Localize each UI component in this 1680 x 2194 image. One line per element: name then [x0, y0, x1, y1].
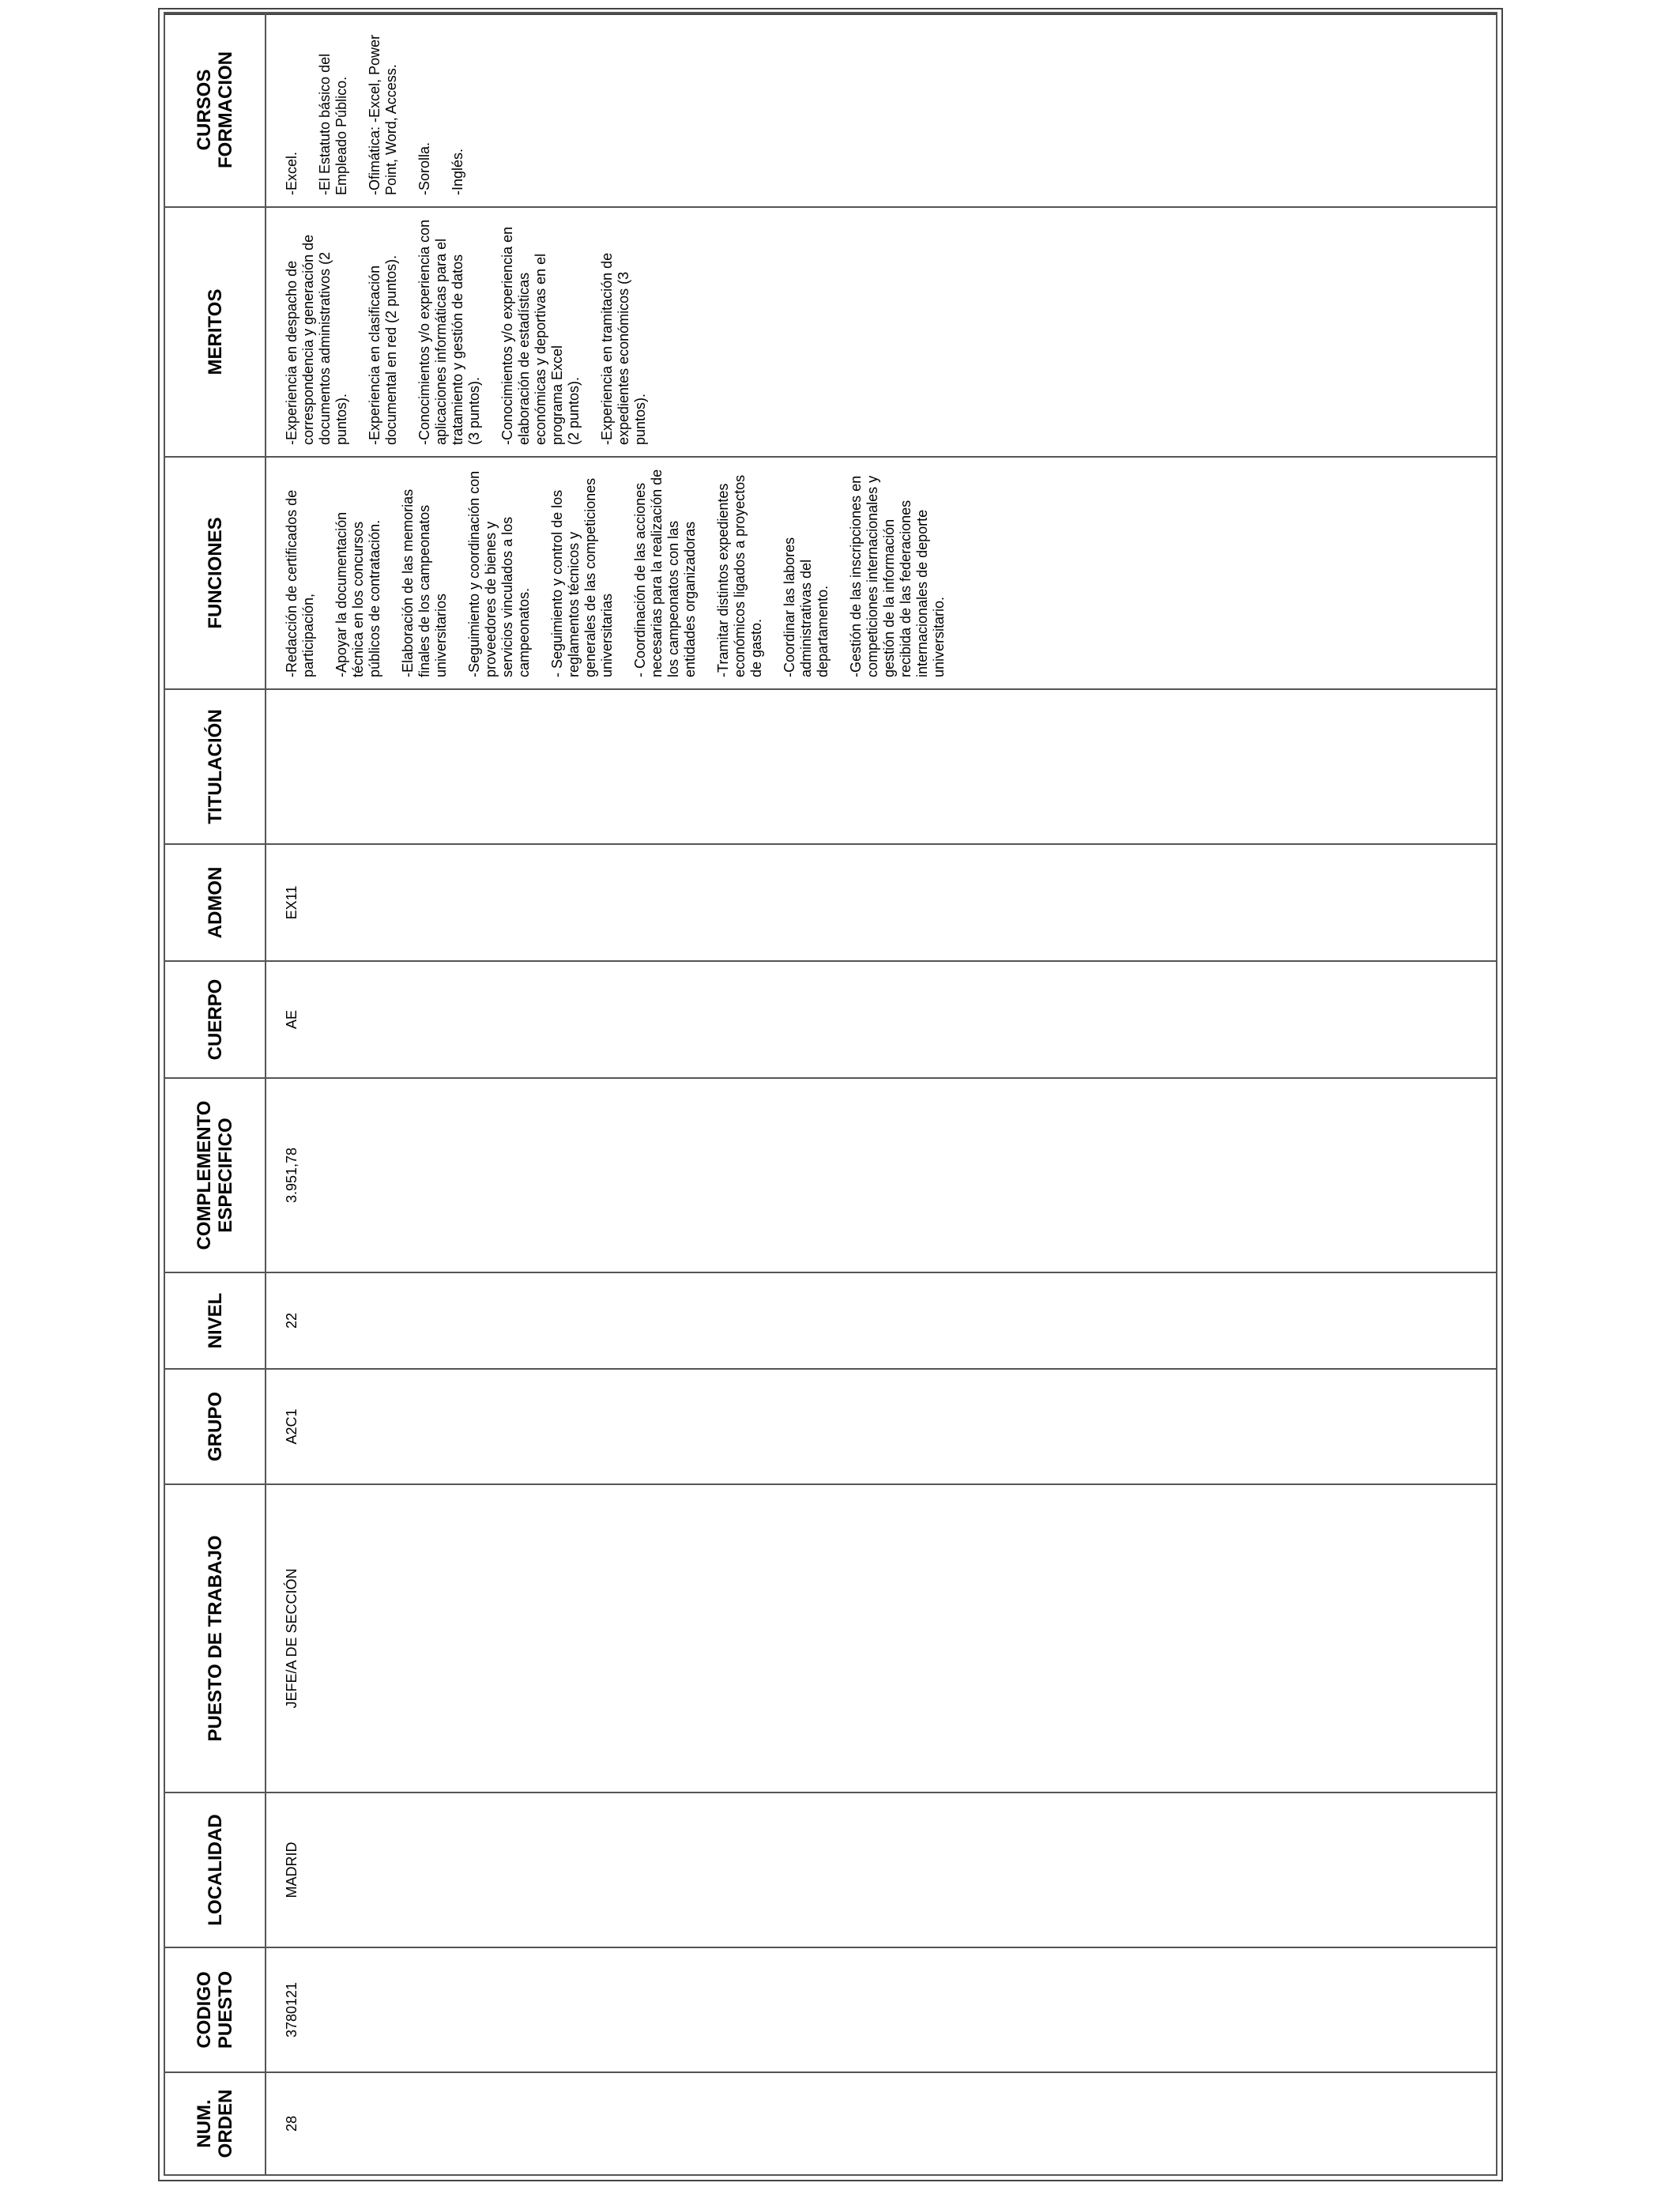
meritos-item: -Conocimientos y/o experiencia en elaboración de estadísticas económicas y deportivas en el programa Excel (2 puntos).	[499, 226, 582, 445]
funciones-item: -Elaboración de las memorias finales de los campeonatos universitarios	[400, 488, 449, 677]
cell-cursos-formacion	[266, 13, 1497, 207]
cell-nivel: 22	[266, 1272, 1497, 1369]
funciones-item: - Seguimiento y control de los reglamentos técnicos y generales de las competiciones universitarias	[549, 477, 615, 677]
header-codigo-puesto	[164, 1947, 266, 2072]
cursos-item: -El Estatuto básico del Empleado Público.	[317, 53, 349, 195]
funciones-item: -Tramitar distintos expedientes económicos ligados a proyectos de gasto.	[715, 474, 764, 677]
cell-cuerpo: AE	[266, 961, 1497, 1078]
cell-codigo-puesto: 3780121	[266, 1947, 1497, 2072]
header-cuerpo: CUERPO	[164, 961, 266, 1078]
meritos-item: -Experiencia en tramitación de expedientes económicos (3 puntos).	[599, 252, 648, 445]
cursos-item: -Ofimática: -Excel, Power Point, Word, Access.	[367, 34, 399, 195]
meritos-item: -Conocimientos y/o experiencia con aplicaciones informáticas para el tratamiento y gestión de datos (3 puntos).	[416, 219, 482, 445]
funciones-item: - Coordinación de las acciones necesarias para la realización de los campeonatos con las entidades organizadoras	[632, 469, 698, 677]
header-codigo-puesto-text: CODIGO PUESTO	[194, 1970, 236, 2049]
cursos-item: -Sorolla.	[416, 141, 432, 195]
header-funciones: FUNCIONES	[164, 457, 266, 689]
cell-meritos	[266, 207, 1497, 457]
header-nivel: NIVEL	[164, 1272, 266, 1369]
header-num-orden-text: NUM. ORDEN	[194, 2089, 236, 2158]
cell-grupo: A2C1	[266, 1369, 1497, 1484]
header-localidad: LOCALIDAD	[164, 1793, 266, 1947]
header-titulacion: TITULACIÓN	[164, 689, 266, 844]
cell-complemento-especifico: 3.951,78	[266, 1078, 1497, 1272]
cell-titulacion	[266, 689, 1497, 844]
header-cursos-text: CURSOS FORMACION	[194, 51, 236, 168]
header-admon: ADMON	[164, 844, 266, 961]
funciones-item: -Gestión de las inscripciones en competiciones internacionales y gestión de la información recibida de las federaciones internacionales de deporte universitario.	[848, 475, 947, 677]
cursos-item: -Excel.	[284, 151, 299, 195]
funciones-item: -Seguimiento y coordinación con proveedores de bienes y servicios vinculados a los campeonatos.	[466, 470, 532, 677]
header-meritos: MERITOS	[164, 207, 266, 457]
header-cursos-formacion	[164, 13, 266, 207]
table-row	[266, 13, 1497, 2175]
header-num-orden	[164, 2072, 266, 2175]
header-complemento-text: COMPLEMENTO ESPECIFICO	[194, 1100, 236, 1250]
cursos-item: -Inglés.	[450, 148, 465, 195]
job-positions-table	[164, 12, 1497, 2176]
header-puesto-trabajo: PUESTO DE TRABAJO	[164, 1484, 266, 1793]
cell-puesto-trabajo: JEFE/A DE SECCIÓN	[266, 1484, 1497, 1793]
cell-localidad: MADRID	[266, 1793, 1497, 1947]
meritos-item: -Experiencia en clasificación documental en red (2 puntos).	[367, 254, 399, 445]
meritos-item: -Experiencia en despacho de correspondencia y generación de documentos administrativos (2 puntos).	[284, 234, 349, 445]
header-row	[164, 13, 266, 2175]
cell-num-orden: 28	[266, 2072, 1497, 2175]
funciones-item: -Redacción de certificados de participación,	[284, 489, 316, 677]
cell-admon: EX11	[266, 844, 1497, 961]
header-complemento-especifico	[164, 1078, 266, 1272]
header-grupo: GRUPO	[164, 1369, 266, 1484]
rotated-table-sheet	[164, 13, 1497, 2176]
funciones-item: -Apoyar la documentación técnica en los concursos públicos de contratación.	[333, 511, 382, 677]
funciones-item: -Coordinar las labores administrativas del departamento.	[782, 537, 831, 677]
cell-funciones	[266, 457, 1497, 689]
